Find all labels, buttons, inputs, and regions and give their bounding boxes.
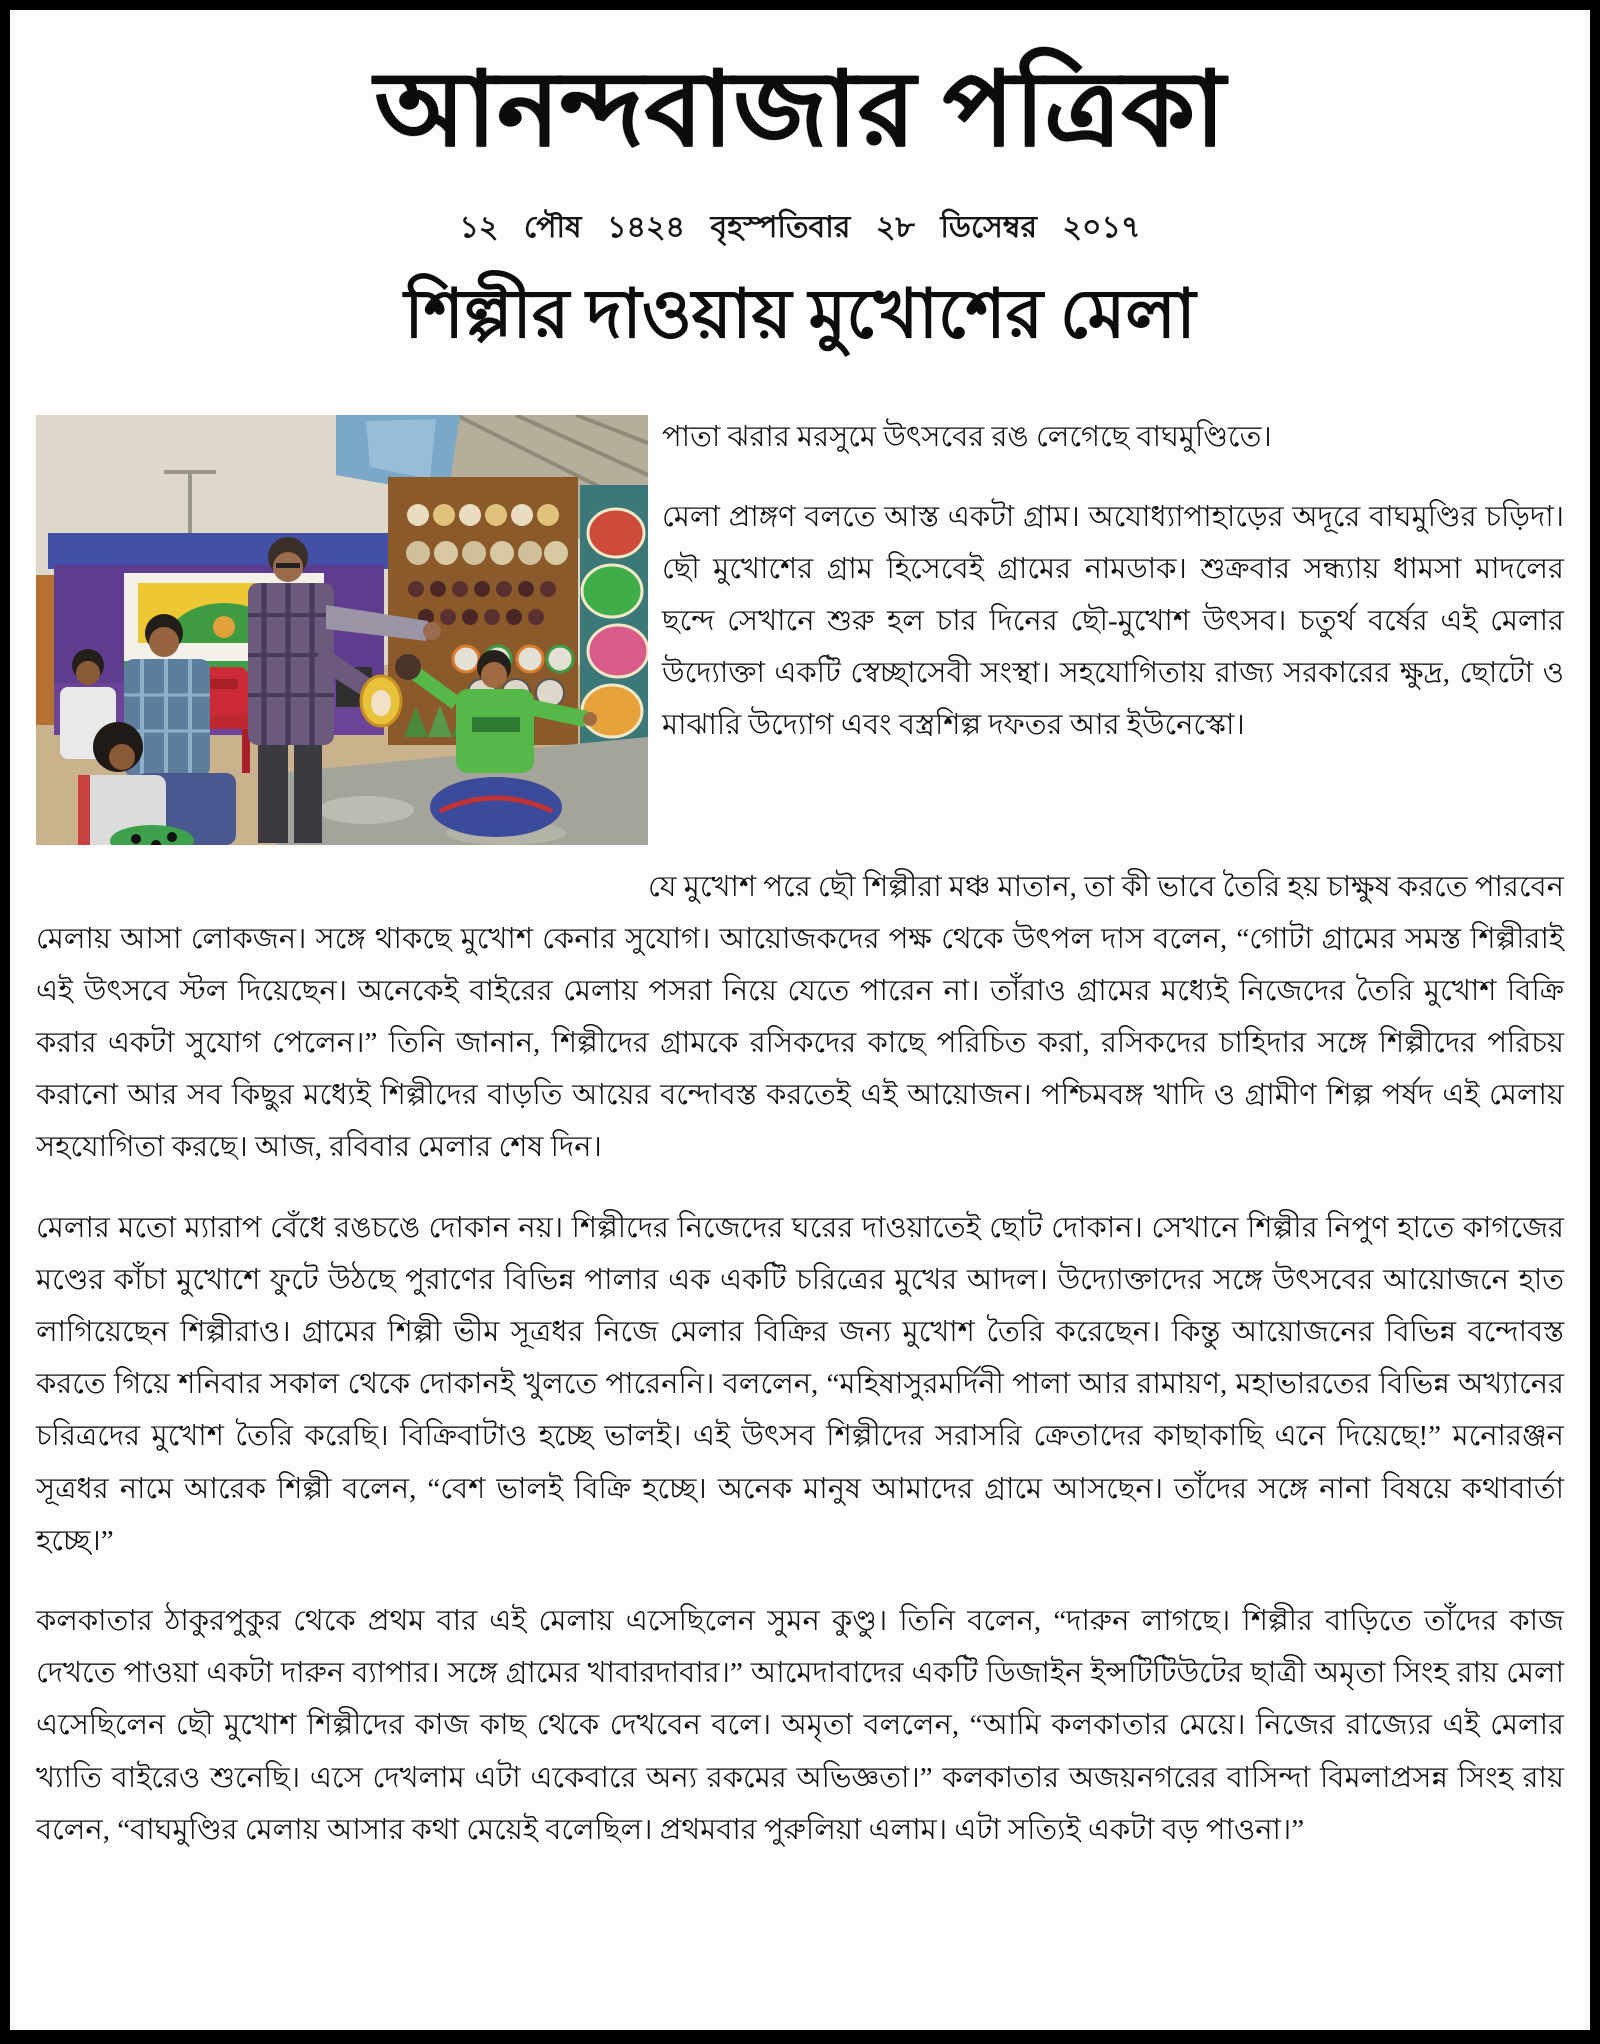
article-paragraph-lead: পাতা ঝরার মরসুমে উৎসবের রঙ লেগেছে বাঘমুণ্ডিতে। (662, 420, 1272, 453)
article-photo (36, 415, 648, 845)
article-paragraph: মেলার মতো ম্যারাপ বেঁধে রঙচঙে দোকান নয়। শিল্পীদের নিজেদের ঘরের দাওয়াতেই ছোট দোকান। সেখানে শিল্পীর নিপুণ হাতে কাগজের মণ্ডের কাঁচা মুখোশে ফুটে উঠছে পুরাণের বিভিন্ন পালার এক একটি চরিত্রের মুখের আদল। উদ্যোক্তাদের সঙ্গে উৎসবের আয়োজনে হাত লাগিয়েছেন শিল্পীরাও। গ্রামের শিল্পী ভীম সূত্রধর নিজে মেলার বিক্রির জন্য মুখোশ তৈরি করেছেন। কিন্তু আয়োজনের বিভিন্ন বন্দোবস্ত করতে গিয়ে শনিবার সকাল থেকে দোকানই খুলতে পারেননি। বললেন, “মহিষাসুরমর্দিনী পালা আর রামায়ণ, মহাভারতের বিভিন্ন অখ্যানের চরিত্রদের মুখোশ তৈরি করেছি। বিক্রিবাটাও হচ্ছে ভালই। এই উৎসব শিল্পীদের সরাসরি ক্রেতাদের কাছাকাছি এনে দিয়েছে!” মনোরঞ্জন সূত্রধর নামে আরেক শিল্পী বলেন, “বেশ ভালই বিক্রি হচ্ছে। অনেক মানুষ আমাদের গ্রামে আসছেন। তাঁদের সঙ্গে নানা বিষয়ে কথাবার্তা হচ্ছে।” (36, 1211, 1564, 1557)
article-paragraph: যে মুখোশ পরে ছৌ শিল্পীরা মঞ্চ মাতান, তা কী ভাবে তৈরি হয় চাক্ষুষ করতে পারবেন মেলায় আসা লোকজন। সঙ্গে থাকছে মুখোশ কেনার সুযোগ। আয়োজকদের পক্ষ থেকে উৎপল দাস বলেন, “গোটা গ্রামের সমস্ত শিল্পীরাই এই উৎসবে স্টল দিয়েছেন। অনেকেই বাইরের মেলায় পসরা নিয়ে যেতে পারেন না। তাঁরাও গ্রামের মধ্যেই নিজেদের তৈরি মুখোশ বিক্রি করার একটা সুযোগ পেলেন।” তিনি জানান, শিল্পীদের গ্রামকে রসিকদের কাছে পরিচিত করা, রসিকদের চাহিদার সঙ্গে শিল্পীদের পরিচয় করানো আর সব কিছুর মধ্যেই শিল্পীদের বাড়তি আয়ের বন্দোবস্ত করতেই এই আয়োজন। পশ্চিমবঙ্গ খাদি ও গ্রামীণ শিল্প পর্ষদ এই মেলায় সহযোগিতা করছে। আজ, রবিবার মেলার শেষ দিন। (36, 870, 1564, 1164)
article-paragraph: কলকাতার ঠাকুরপুকুর থেকে প্রথম বার এই মেলায় এসেছিলেন সুমন কুণ্ডু। তিনি বলেন, “দারুন লাগছে। শিল্পীর বাড়িতে তাঁদের কাজ দেখতে পাওয়া একটা দারুন ব্যাপার। সঙ্গে গ্রামের খাবারদাবার।” আমেদাবাদের একটি ডিজাইন ইন্সটিটিউটের ছাত্রী অমৃতা সিংহ রায় মেলা এসেছিলেন ছৌ মুখোশ শিল্পীদের কাজ কাছ থেকে দেখবেন বলে। অমৃতা বললেন, “আমি কলকাতার মেয়ে। নিজের রাজ্যের এই মেলার খ্যাতি বাইরেও শুনেছি। এসে দেখলাম এটা একেবারে অন্য রকমের অভিজ্ঞতা।” কলকাতার অজয়নগরের বাসিন্দা বিমলাপ্রসন্ন সিংহ রায় বলেন, “বাঘমুণ্ডির মেলায় আসার কথা মেয়েই বলেছিল। প্রথমবার পুরুলিয়া এলাম। এটা সত্যিই একটা বড় পাওনা।” (36, 1604, 1564, 1846)
headline: শিল্পীর দাওয়ায় মুখোশের মেলা (404, 276, 1196, 353)
masthead-logo: আনন্দবাজার পত্রিকা (374, 53, 1226, 168)
dateline: ১২ পৌষ ১৪২৪ বৃহস্পতিবার ২৮ ডিসেম্বর ২০১৭ (459, 211, 1141, 245)
photo-illustration (36, 415, 648, 845)
newspaper-page (10, 10, 1590, 2030)
article-paragraph: মেলা প্রাঙ্গণ বলতে আস্ত একটা গ্রাম। অযোধ্যাপাহাড়ের অদূরে বাঘমুণ্ডির চড়িদা। ছৌ মুখোশের গ্রাম হিসেবেই গ্রামের নামডাক। শুক্রবার সন্ধ্যায় ধামসা মাদলের ছন্দে সেখানে শুরু হল চার দিনের ছৌ-মুখোশ উৎসব। চতুর্থ বর্ষের এই মেলার উদ্যোক্তা একটি স্বেচ্ছাসেবী সংস্থা। সহযোগিতায় রাজ্য সরকারের ক্ষুদ্র, ছোটো ও মাঝারি উদ্যোগ এবং বস্ত্রশিল্প দফতর আর ইউনেস্কো। (662, 500, 1564, 742)
article-body (36, 411, 1564, 1856)
